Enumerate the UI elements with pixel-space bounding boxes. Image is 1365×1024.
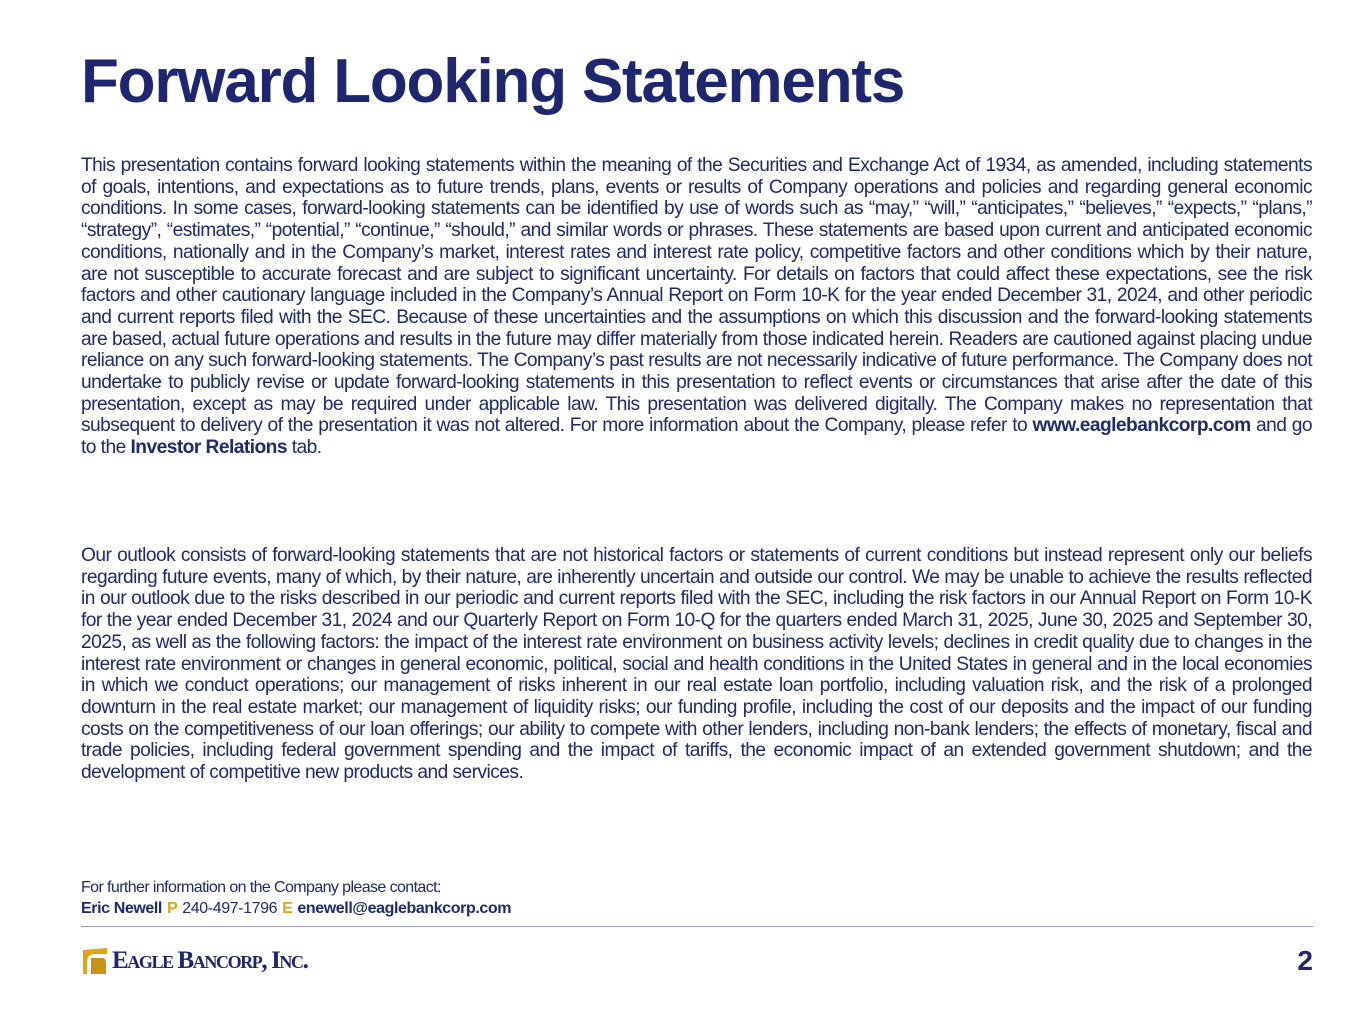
page-number: 2 bbox=[1297, 945, 1313, 976]
contact-email[interactable]: enewell@eaglebankcorp.com bbox=[297, 900, 512, 917]
website-link[interactable]: www.eaglebankcorp.com bbox=[1032, 415, 1251, 437]
contact-details bbox=[81, 898, 511, 920]
company-logo-text: Eagle Bancorp, Inc. bbox=[112, 947, 308, 974]
outlook-paragraph: Our outlook consists of forward-looking statements that are not historical factors or statements of current conditions but instead represent only our beliefs regarding future events, many of which, by their nature, are inherently uncertain and outside our control. We may be unable to achieve the results reflected in our outlook due to the risks described in our periodic and current reports filed with the SEC, including the risk factors in our Annual Report on Form 10-K for the year ended December 31, 2024 and our Quarterly Report on Form 10-Q for the quarters ended March 31, 2025, June 30, 2025 and September 30, 2025, as well as the following factors: the impact of the interest rate environment on business activity levels; declines in credit quality due to changes in the interest rate environment or changes in general economic, political, social and health conditions in the United States in general and in the local economies in which we conduct operations; our management of risks inherent in our real estate loan portfolio, including valuation risk, and the risk of a prolonged downturn in the real estate market; our management of liquidity risks; our funding profile, including the cost of our deposits and the impact of our funding costs on the competitiveness of our loan offerings; our ability to compete with other lenders, including non-bank lenders; the effects of monetary, fiscal and trade policies, including federal government spending and the impact of tariffs, the economic impact of an extended government shutdown; and the development of competitive new products and services. bbox=[81, 545, 1312, 784]
disclaimer-text-continued: and go to the bbox=[81, 415, 1312, 459]
disclaimer-text: This presentation contains forward looking statements within the meaning of the Securities and Exchange Act of 1934, as amended, including statements of goals, intentions, and expectations as to future trends, plans, events or results of Company operations and policies and regarding general economic conditions. In some cases, forward-looking statements can be identified by use of words such as “may,” “will,” “anticipates,” “believes,” “expects,” “plans,” “strategy”, “estimates,” “potential,” “continue,” “should,” and similar words or phrases. These statements are based upon current and anticipated economic conditions, nationally and in the Company’s market, interest rates and interest rate policy, competitive factors and other conditions which by their nature, are not susceptible to accurate forecast and are subject to significant uncertainty. For details on factors that could affect these expectations, see the risk factors and other cautionary language included in the Company’s Annual Report on Form 10-K for the year ended December 31, 2024, and other periodic and current reports filed with the SEC. Because of these uncertainties and the assumptions on which this discussion and the forward-looking statements are based, actual future operations and results in the future may differ materially from those indicated herein. Readers are cautioned against placing undue reliance on any such forward-looking statements. The Company’s past results are not necessarily indicative of future performance. The Company does not undertake to publicly revise or update forward-looking statements in this presentation to reflect events or circumstances that arise after the date of this presentation, except as may be required under applicable law. This presentation was delivered digitally. The Company makes no representation that subsequent to delivery of the presentation it was not altered. For more information about the Company, please refer to bbox=[81, 155, 1312, 437]
company-logo bbox=[81, 944, 307, 978]
page-title: Forward Looking Statements bbox=[81, 47, 905, 116]
eagle-logo-icon bbox=[81, 946, 109, 976]
phone-label: P bbox=[166, 900, 178, 917]
contact-name: Eric Newell bbox=[81, 900, 162, 917]
contact-intro: For further information on the Company please contact: bbox=[81, 879, 441, 896]
disclaimer-text-end: tab. bbox=[291, 437, 322, 459]
email-label: E bbox=[282, 900, 293, 917]
disclaimer-paragraph bbox=[81, 155, 1312, 459]
footer-divider bbox=[81, 926, 1313, 927]
investor-relations-label: Investor Relations bbox=[130, 437, 287, 459]
contact-phone[interactable]: 240-497-1796 bbox=[182, 900, 278, 917]
eagle-logo-mark-svg bbox=[81, 946, 109, 976]
